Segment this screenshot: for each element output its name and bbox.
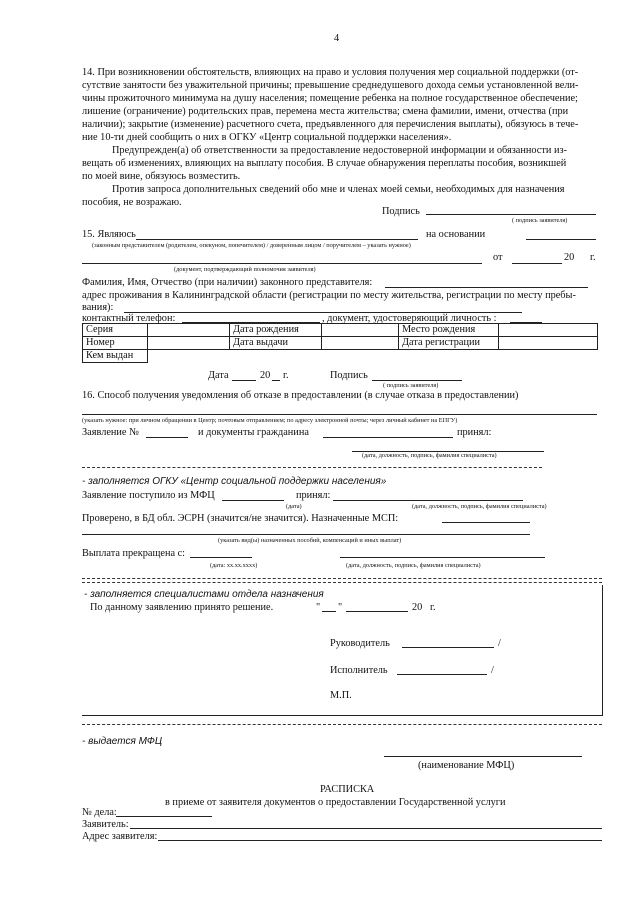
fio-field[interactable] bbox=[385, 287, 588, 288]
item15-lead: 15. Являюсь bbox=[82, 229, 136, 240]
accepted-label: принял: bbox=[457, 427, 492, 438]
item14-line: сутствие занятости без уважительной причины; превышение среднедушевого дохода семьи установленной вели- bbox=[82, 80, 579, 91]
decision-text: По данному заявлению принято решение. bbox=[90, 602, 274, 613]
basis-label: на основании bbox=[426, 229, 486, 240]
birth-place-label: Место рождения bbox=[399, 324, 499, 337]
birth-date-value[interactable] bbox=[322, 324, 399, 337]
receipt-subtitle: в приеме от заявителя документов о предоставлении Государственной услуги bbox=[165, 797, 506, 808]
accepted-caption: (дата, должность, подпись, фамилия специалиста) bbox=[362, 452, 497, 459]
executor-sign-field[interactable] bbox=[397, 674, 487, 675]
item14-line: чины прожиточного минимума на душу населения; помещение ребенка на полное государственное обеспечение; bbox=[82, 93, 578, 104]
received-label: Заявление поступило из МФЦ bbox=[82, 490, 215, 501]
date-year-suffix: г. bbox=[283, 370, 289, 381]
decision-day-field[interactable] bbox=[322, 611, 336, 612]
item14-line: наличии); закрытие (изменение) расчетного счета, предъявленного для перечисления выплаты), обязуюсь в тече- bbox=[82, 119, 579, 130]
application-label: Заявление № bbox=[82, 427, 139, 438]
stopped-date-field[interactable] bbox=[190, 557, 252, 558]
consent-line: пособия, не возражаю. bbox=[82, 197, 182, 208]
fio-label: Фамилия, Имя, Отчество (при наличии) законного представителя: bbox=[82, 277, 373, 288]
date-year-field[interactable] bbox=[272, 380, 280, 381]
mfc-name-caption: (наименование МФЦ) bbox=[418, 760, 515, 771]
representative-caption: (законным представителем (родителем, опекуном, попечителем) / доверенным лицом / поручителем – указать нужное) bbox=[92, 242, 411, 249]
item14-line: лишение (ограничение) родительских прав, перемена места жительства; смена фамилии, имени, отчества (при bbox=[82, 106, 569, 117]
section-divider bbox=[82, 578, 602, 579]
notification-method-field[interactable] bbox=[82, 414, 597, 415]
stopped-date-caption: (дата: хх.хх.хххх) bbox=[210, 562, 258, 569]
citizen-docs-label: и документы гражданина bbox=[198, 427, 309, 438]
item16-title: 16. Способ получения уведомления об отказе в предоставлении (в случае отказа в предоставлении) bbox=[82, 390, 519, 401]
head-sign-field[interactable] bbox=[402, 647, 494, 648]
receipt-title: РАСПИСКА bbox=[320, 784, 375, 795]
received-date-field[interactable] bbox=[222, 500, 284, 501]
series-value[interactable] bbox=[148, 324, 230, 337]
section-divider bbox=[82, 467, 542, 468]
from-label: от bbox=[493, 252, 503, 263]
authority-year-suffix: г. bbox=[590, 252, 596, 263]
application-number-field[interactable] bbox=[146, 437, 188, 438]
ogku-accepted-field[interactable] bbox=[333, 500, 523, 501]
decision-month-field[interactable] bbox=[346, 611, 408, 612]
signature-caption: ( подпись заявителя) bbox=[512, 217, 568, 224]
consent-line: Против запроса дополнительных сведений обо мне и членах моей семьи, необходимых для назначения bbox=[112, 184, 565, 195]
sign-field[interactable] bbox=[372, 380, 462, 381]
date-field[interactable] bbox=[232, 380, 256, 381]
authority-date-field[interactable] bbox=[512, 263, 562, 264]
item14-line: ние 10-ти дней сообщить о них в ОГКУ «Центр социальной поддержки населения». bbox=[82, 132, 452, 143]
address-line-1: адрес проживания в Калининградской области (регистрации по месту жительства, регистрации по месту пребы- bbox=[82, 290, 576, 301]
assigned-msp-field[interactable] bbox=[442, 522, 530, 523]
assigned-types-caption: (указать вид(ы) назначенных пособий, компенсаций и иных выплат) bbox=[218, 537, 402, 544]
case-number-field[interactable] bbox=[116, 816, 212, 817]
series-label: Серия bbox=[83, 324, 148, 337]
section-divider bbox=[82, 724, 602, 725]
table-row bbox=[83, 337, 598, 350]
issue-date-label: Дата выдачи bbox=[230, 337, 322, 350]
sign-caption: ( подпись заявителя) bbox=[383, 382, 439, 389]
authority-caption: (документ, подтверждающий полномочия заявителя) bbox=[174, 266, 316, 273]
executor-slash: / bbox=[491, 665, 494, 676]
mfc-name-field[interactable] bbox=[384, 756, 582, 757]
authority-document-field[interactable] bbox=[82, 263, 482, 264]
decision-year: 20 bbox=[412, 602, 423, 613]
number-label: Номер bbox=[83, 337, 148, 350]
issue-date-value[interactable] bbox=[322, 337, 399, 350]
date-label: Дата bbox=[208, 370, 229, 381]
warning-line: Предупрежден(а) об ответственности за предоставление недостоверной информации и обязанности из- bbox=[112, 145, 567, 156]
applicant-address-label: Адрес заявителя: bbox=[82, 831, 158, 842]
page-number: 4 bbox=[334, 33, 340, 44]
stopped-by-field[interactable] bbox=[340, 557, 545, 558]
applicant-field[interactable] bbox=[130, 828, 602, 829]
birth-date-label: Дата рождения bbox=[230, 324, 322, 337]
department-heading: - заполняется специалистами отдела назначения bbox=[84, 589, 324, 600]
citizen-name-field[interactable] bbox=[323, 437, 453, 438]
received-date-caption: (дата) bbox=[286, 503, 302, 510]
seal-label: М.П. bbox=[330, 690, 352, 701]
ogku-spec-caption: (дата, должность, подпись, фамилия специалиста) bbox=[412, 503, 547, 510]
issued-by-label: Кем выдан bbox=[83, 350, 148, 363]
head-label: Руководитель bbox=[330, 638, 390, 649]
decision-year-suffix: г. bbox=[430, 602, 436, 613]
ogku-accepted-label: принял: bbox=[296, 490, 331, 501]
id-document-table bbox=[82, 323, 598, 363]
section-divider bbox=[82, 582, 602, 583]
decision-quote-open: " bbox=[316, 602, 321, 613]
phone-label: контактный телефон: bbox=[82, 313, 176, 324]
id-document-label: , документ, удостоверяющий личность : bbox=[322, 313, 497, 324]
basis-field[interactable] bbox=[526, 239, 596, 240]
address-line-2: вания): bbox=[82, 302, 114, 313]
number-value[interactable] bbox=[148, 337, 230, 350]
notification-method-caption: (указать нужное: при личном обращении в Центр; почтовым отправлением; по адресу электронной почты; через личный кабинет на ЕПГУ) bbox=[82, 417, 458, 424]
ogku-heading: - заполняется ОГКУ «Центр социальной поддержки населения» bbox=[82, 476, 387, 487]
mfc-heading: - выдается МФЦ bbox=[82, 736, 163, 747]
case-number-label: № дела: bbox=[82, 807, 117, 818]
decision-quote-close: " bbox=[338, 602, 343, 613]
item14-line: 14. При возникновении обстоятельств, влияющих на право и условия получения мер социальной поддержки (от- bbox=[82, 67, 579, 78]
stopped-label: Выплата прекращена с: bbox=[82, 548, 186, 559]
applicant-label: Заявитель: bbox=[82, 819, 129, 830]
stopped-spec-caption: (дата, должность, подпись, фамилия специалиста) bbox=[346, 562, 481, 569]
warning-line: вещать об изменениях, влияющих на выплату пособия. В случае обнаружения переплаты пособия, возникшей bbox=[82, 158, 567, 169]
table-row bbox=[83, 350, 598, 363]
warning-line: по моей вине, обязуюсь возместить. bbox=[82, 171, 241, 182]
applicant-address-field[interactable] bbox=[158, 840, 602, 841]
sign-label: Подпись bbox=[330, 370, 368, 381]
head-slash: / bbox=[498, 638, 501, 649]
date-year: 20 bbox=[260, 370, 271, 381]
representative-field[interactable] bbox=[136, 239, 418, 240]
birth-place-value[interactable] bbox=[499, 324, 598, 337]
assigned-types-field[interactable] bbox=[82, 534, 530, 535]
signature-label: Подпись bbox=[382, 206, 420, 217]
registration-date-label: Дата регистрации bbox=[399, 337, 499, 350]
checked-label: Проверено, в БД обл. ЭСРН (значится/не значится). Назначенные МСП: bbox=[82, 513, 399, 524]
signature-field[interactable] bbox=[426, 214, 596, 215]
authority-year: 20 bbox=[564, 252, 575, 263]
registration-date-value[interactable] bbox=[499, 337, 598, 350]
table-row bbox=[83, 324, 598, 337]
executor-label: Исполнитель bbox=[330, 665, 388, 676]
issued-by-value[interactable] bbox=[148, 350, 598, 363]
